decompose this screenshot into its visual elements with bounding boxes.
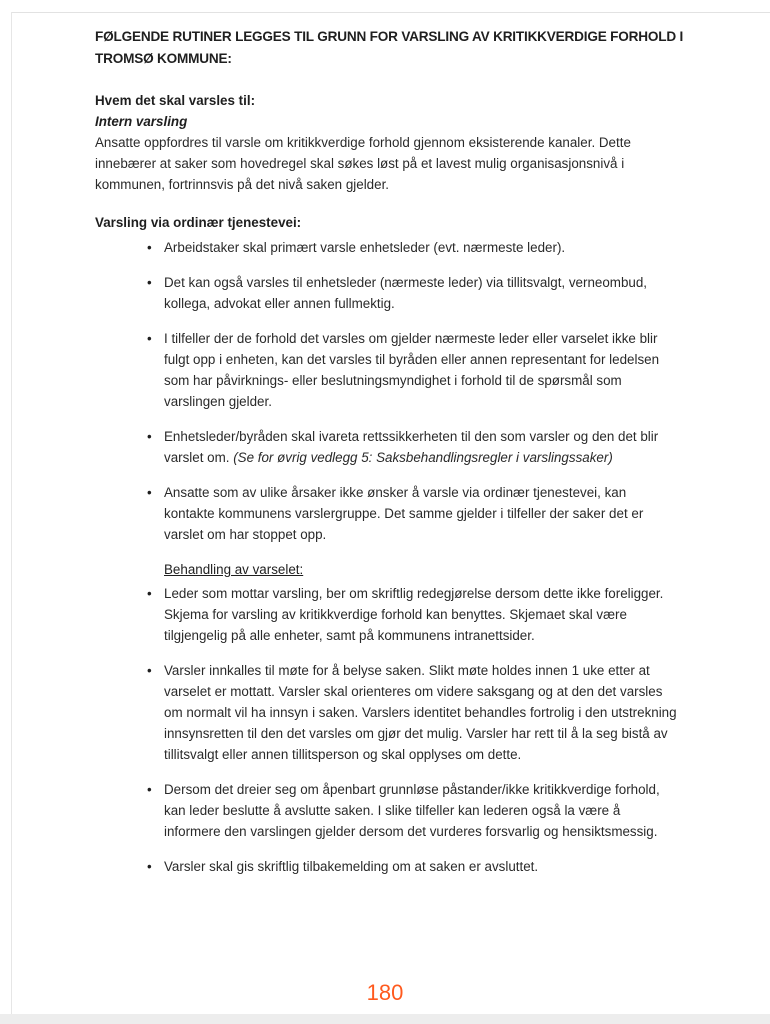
bullet-icon: • <box>147 586 152 601</box>
bullet-text: Varsler innkalles til møte for å belyse saken. Slikt møte holdes innen 1 uke etter at varselet er mottatt. Varsler skal orienteres om videre saksgang og at den det varsles om normalt vil ha innsyn i saken. Varslers identitet behandles fortrolig i den utstrekning innsynsretten til den det varsles om gjør det mulig. Varsler har rett til å la seg bistå av tillitsvalgt eller annen tillitsperson og skal opplyses om dette. <box>164 663 677 762</box>
bullet-item <box>147 482 679 545</box>
bullet-text: Det kan også varsles til enhetsleder (nærmeste leder) via tillitsvalgt, verneombud, kollega, advokat eller annen fullmektig. <box>164 275 648 311</box>
section-heading-tjenestevei: Varsling via ordinær tjenestevei: <box>95 215 302 230</box>
bullet-text: Varsler skal gis skriftlig tilbakemelding om at saken er avsluttet. <box>164 859 539 874</box>
page-left-edge <box>11 12 12 1014</box>
bullet-item <box>147 660 679 765</box>
section-heading-behandling: Behandling av varselet: <box>164 562 304 577</box>
bullet-item <box>147 237 679 258</box>
bullet-text: Dersom det dreier seg om åpenbart grunnløse påstander/ikke kritikkverdige forhold, kan leder beslutte å avslutte saken. I slike tilfeller kan lederen også la være å informere den varslingen gjelder dersom det vurderes forsvarlig og hensiktsmessig. <box>164 782 660 839</box>
bullet-text: Arbeidstaker skal primært varsle enhetsleder (evt. nærmeste leder). <box>164 240 566 255</box>
bullet-item <box>147 328 679 412</box>
bullet-item <box>147 272 679 314</box>
bullet-text-regular: Enhetsleder/byråden skal ivareta rettssikkerheten til den som varsler og den det blir varslet om. <box>164 429 659 465</box>
page-number: 180 <box>366 980 404 1005</box>
bullet-icon: • <box>147 782 152 797</box>
section-heading-hvem: Hvem det skal varsles til: <box>95 93 256 108</box>
bullet-icon: • <box>147 331 152 346</box>
bullet-icon: • <box>147 275 152 290</box>
bullet-item <box>147 856 679 877</box>
intro-paragraph: Ansatte oppfordres til varsle om kritikkverdige forhold gjennom eksisterende kanaler. Dette innebærer at saker som hovedregel skal søkes løst på et lavest mulig organisasjonsnivå i kommunen, fortrinnsvis på det nivå saken gjelder. <box>95 135 631 192</box>
bullet-icon: • <box>147 485 152 500</box>
page-top-edge <box>11 12 770 13</box>
bullet-item <box>147 779 679 842</box>
bullet-icon: • <box>147 429 152 444</box>
bullet-icon: • <box>147 859 152 874</box>
bullet-icon: • <box>147 240 152 255</box>
bullet-text: Ansatte som av ulike årsaker ikke ønsker å varsle via ordinær tjenestevei, kan kontakte kommunens varslergruppe. Det samme gjelder i tilfeller der saker det er varslet om har stoppet opp. <box>164 485 644 542</box>
bullet-item <box>147 426 679 468</box>
bottom-scroll-strip <box>0 1014 770 1024</box>
bullet-text: I tilfeller der de forhold det varsles om gjelder nærmeste leder eller varselet ikke blir fulgt opp i enheten, kan det varsles til byråden eller annen representant for ledelsen som har påvirknings- eller beslutningsmyndighet i forhold til de spørsmål som varslingen gjelder. <box>164 331 660 409</box>
tjenestevei-bullet-list <box>147 237 679 545</box>
bullet-text: Leder som mottar varsling, ber om skriftlig redegjørelse dersom dette ikke foreligger. Skjema for varsling av kritikkverdige forhold kan benyttes. Skjemaet skal være tilgjengelig på alle enheter, samt på kommunens intranettsider. <box>164 586 664 643</box>
document-content <box>95 26 690 877</box>
bullet-icon: • <box>147 663 152 678</box>
bullet-text-italic-reference: (Se for øvrig vedlegg 5: Saksbehandlingsregler i varslingssaker) <box>233 450 613 465</box>
behandling-bullet-list <box>147 583 679 877</box>
bullet-text <box>164 426 679 468</box>
bullet-item <box>147 583 679 646</box>
subheading-intern-varsling: Intern varsling <box>95 114 188 129</box>
document-title: FØLGENDE RUTINER LEGGES TIL GRUNN FOR VARSLING AV KRITIKKVERDIGE FORHOLD I TROMSØ KOMMUNE: <box>95 29 684 66</box>
